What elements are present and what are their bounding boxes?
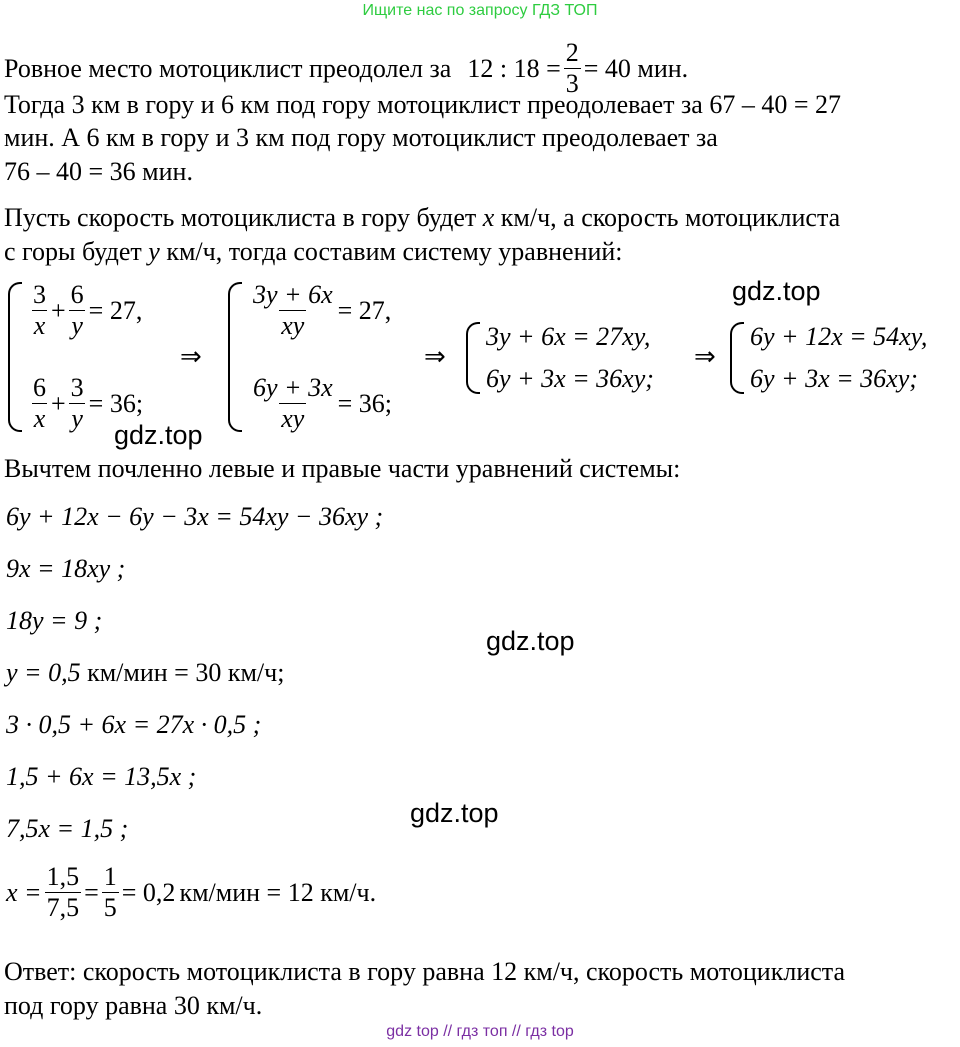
header-link[interactable]: Ищите нас по запросу ГДЗ ТОП <box>362 2 598 19</box>
fraction-two-thirds: $\frac{2}{3}$ <box>565 38 579 98</box>
fraction: $\frac{3y + 6x}{xy}$ <box>253 280 333 340</box>
var-y: y <box>148 237 160 266</box>
system-row <box>28 282 143 339</box>
equation-system-2 <box>228 282 392 432</box>
unit: км/мин = 30 км/ч; <box>87 658 285 687</box>
rhs: = 27, <box>337 295 392 325</box>
operator: + <box>51 388 66 418</box>
system-row: 6y + 12x = 54xy, <box>750 322 928 351</box>
equals: = <box>84 877 99 907</box>
expr-right: = 40 мин. <box>583 53 689 83</box>
implies-arrow: ⇒ <box>180 342 202 372</box>
step-2: 9x = 18xy ; <box>6 554 126 583</box>
fraction: $\frac{1,5}{7,5}$ <box>46 862 80 922</box>
text: с горы будет <box>4 237 142 266</box>
watermark: gdz.top <box>114 420 203 450</box>
system-row: 6y + 3x = 36xy; <box>750 364 918 393</box>
paragraph-uphill-line2: мин. А 6 км в гору и 3 км под гору мотоциклист преодолевает за <box>4 123 718 152</box>
step-8 <box>6 864 376 921</box>
step-4 <box>6 658 284 688</box>
paragraph-subtract: Вычтем почленно левые и правые части уравнений системы: <box>4 454 681 483</box>
expr-left: 12 : 18 = <box>467 53 561 83</box>
watermark: gdz.top <box>732 276 821 306</box>
fraction: $\frac{3}{x}$ <box>33 280 46 340</box>
answer-line2: под гору равна 30 км/ч. <box>4 991 263 1020</box>
brace <box>8 282 22 432</box>
step-3: 18y = 9 ; <box>6 606 103 635</box>
step-5: 3 · 0,5 + 6x = 27x · 0,5 ; <box>6 710 262 739</box>
rhs: = 36; <box>337 388 393 418</box>
step-6: 1,5 + 6x = 13,5x ; <box>6 762 197 791</box>
var-x: x <box>482 203 495 232</box>
fraction: $\frac{1}{5}$ <box>103 862 117 922</box>
brace <box>730 322 744 394</box>
fraction: $\frac{6}{y}$ <box>70 280 84 340</box>
unit: км/мин = 12 км/ч. <box>179 877 377 907</box>
paragraph-text: Ровное место мотоциклист преодолел за <box>4 53 452 83</box>
step-7: 7,5x = 1,5 ; <box>6 814 129 843</box>
fraction: $\frac{6y + 3x}{xy}$ <box>253 373 333 433</box>
equation-system-3 <box>466 322 654 394</box>
rhs: = 27, <box>88 295 143 325</box>
step-1: 6y + 12x − 6y − 3x = 54xy − 36xy ; <box>6 502 384 531</box>
paragraph-uphill-line1: Тогда 3 км в гору и 6 км под гору мотоциклист преодолевает за 67 – 40 = 27 <box>4 90 842 119</box>
text: Пусть скорость мотоциклиста в гору будет <box>4 203 477 232</box>
system-row <box>248 375 392 432</box>
text: км/ч, а скорость мотоциклиста <box>500 203 841 232</box>
implies-arrow: ⇒ <box>424 342 446 372</box>
text: км/ч, тогда составим систему уравнений: <box>166 237 623 266</box>
value: = 0,2 <box>121 877 176 907</box>
paragraph-uphill-line3: 76 – 40 = 36 мин. <box>4 157 193 186</box>
implies-arrow: ⇒ <box>694 342 716 372</box>
brace <box>466 322 480 394</box>
watermark: gdz.top <box>410 798 499 828</box>
paragraph-variables-line1 <box>4 201 840 235</box>
brace <box>228 282 242 432</box>
system-row <box>248 282 392 339</box>
rhs: = 36; <box>88 388 144 418</box>
fraction: $\frac{3}{y}$ <box>70 373 84 433</box>
answer-line1: Ответ: скорость мотоциклиста в гору равна 12 км/ч, скорость мотоциклиста <box>4 957 845 986</box>
equation-system-1 <box>8 282 143 432</box>
system-row: 3y + 6x = 27xy, <box>486 322 651 351</box>
expr: y = 0,5 <box>6 658 81 687</box>
paragraph-variables-line2 <box>4 235 623 269</box>
fraction: $\frac{6}{x}$ <box>33 373 46 433</box>
equation-system-4 <box>730 322 927 394</box>
operator: + <box>51 295 66 325</box>
system-row: 6y + 3x = 36xy; <box>486 364 654 393</box>
lhs: x = <box>6 877 42 907</box>
watermark: gdz.top <box>486 626 575 656</box>
footer-link[interactable]: gdz top // гдз топ // гдз top <box>386 1023 574 1040</box>
